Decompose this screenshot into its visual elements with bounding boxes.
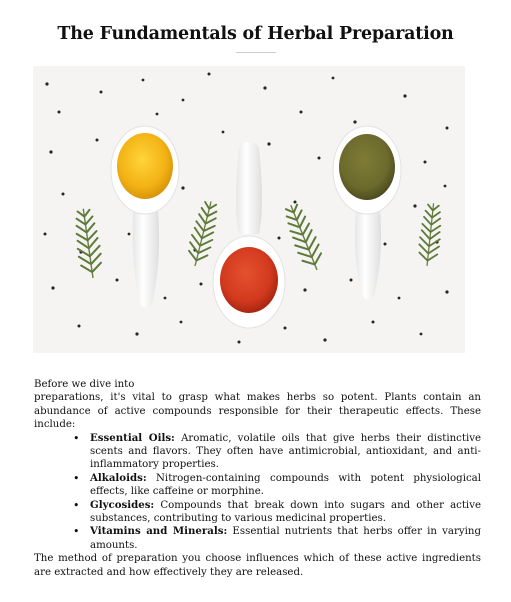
bullet-icon: • (73, 525, 80, 539)
list-item-term: Glycosides: (90, 498, 155, 511)
list-item-term: Vitamins and Minerals: (90, 525, 228, 538)
list-item-term: Essential Oils: (90, 431, 175, 444)
list-item-term: Alkaloids: (90, 471, 147, 484)
list-item-desc: Compounds that break down into sugars and other active substances, contributing to various medicinal properties. (90, 499, 481, 525)
intro-line-1: Before we dive into (34, 379, 135, 390)
list-item-desc: Nitrogen-containing compounds with potent physiological effects, like caffeine or morphine. (90, 472, 481, 498)
list-item (73, 525, 481, 552)
list-item-desc: Aromatic, volatile oils that give herbs their distinctive scents and flavors. They often have antimicrobial, antioxidant, and anti-inflammatory properties. (90, 432, 481, 471)
title-underline (236, 52, 276, 53)
intro-paragraph: preparations, it's vital to grasp what makes herbs so potent. Plants contain an abundance of active compounds responsible for their therapeutic effects. These include: (34, 392, 481, 431)
document-title: The Fundamentals of Herbal Preparation (57, 24, 454, 44)
compound-list (34, 432, 481, 553)
list-item (73, 431, 481, 472)
list-item-desc: Essential nutrients that herbs offer in varying amounts. (90, 526, 481, 551)
spices-photo (33, 66, 465, 353)
list-item (73, 471, 481, 499)
bullet-icon: • (73, 498, 80, 512)
list-item (73, 498, 481, 526)
bullet-icon: • (73, 431, 80, 445)
closing-paragraph: The method of preparation you choose influences which of these active ingredients are extracted and how effectively they are released. (34, 553, 481, 578)
bullet-icon: • (73, 471, 80, 485)
body-text (34, 378, 481, 579)
